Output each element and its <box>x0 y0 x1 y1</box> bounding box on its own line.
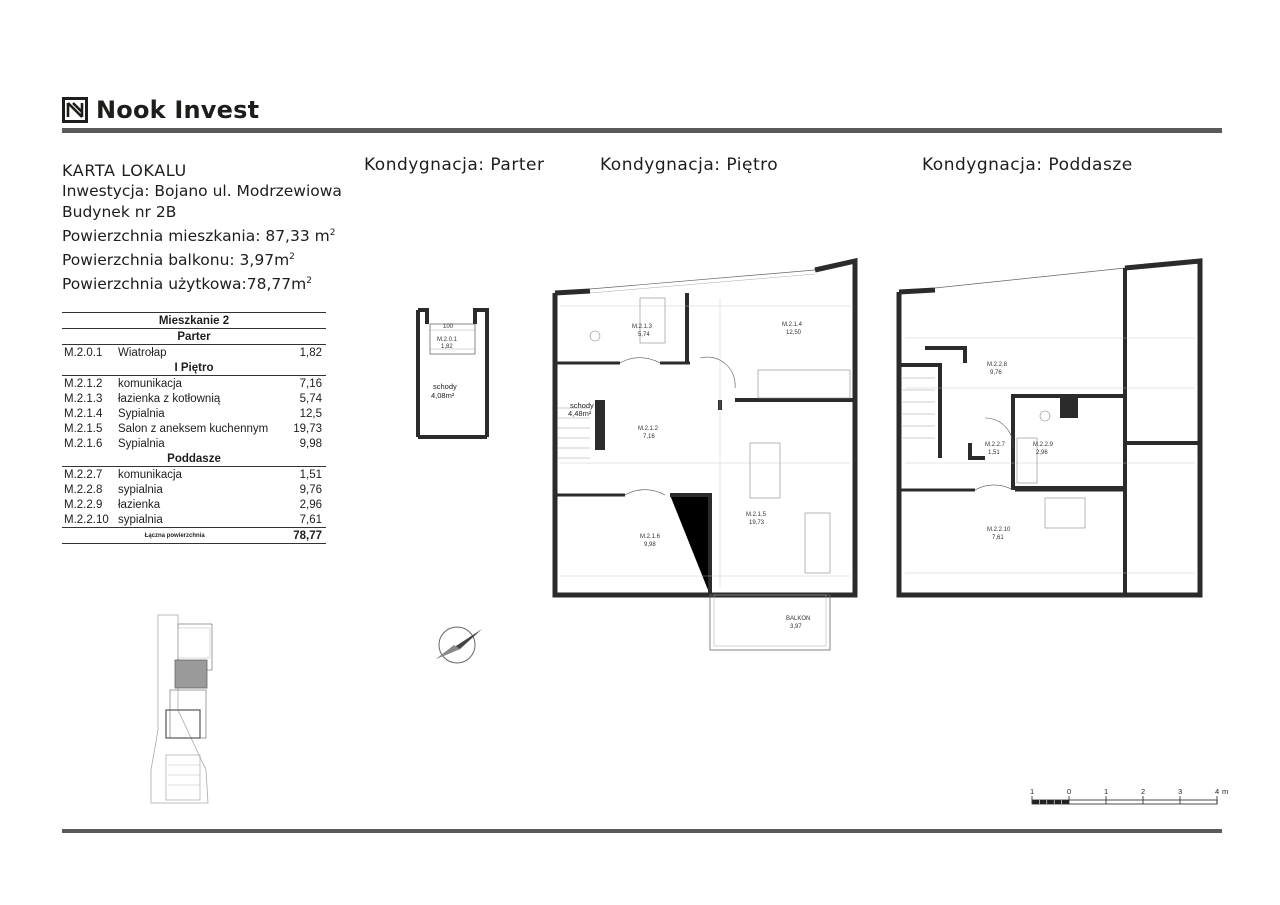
table-row <box>62 345 326 361</box>
plan-pietro <box>550 258 860 653</box>
pietro-room-code-3: M.2.1.5 <box>746 512 767 518</box>
investment-line: Inwestycja: Bojano ul. Modrzewiowa <box>62 182 342 200</box>
pietro-room-code-2: M.2.1.2 <box>638 426 659 432</box>
poddasze-room-area-1: 1,51 <box>988 450 1000 456</box>
poddasze-room-area-2: 2,96 <box>1036 450 1048 456</box>
room-area: 2,96 <box>299 498 322 511</box>
room-area: 9,76 <box>299 483 322 496</box>
building-line: Budynek nr 2B <box>62 203 177 221</box>
pietro-room-code-1: M.2.1.4 <box>782 322 803 328</box>
nook-logo-icon <box>62 97 88 123</box>
parter-room-area: 1,82 <box>441 344 453 350</box>
parter-stairs-area: 4,08m² <box>431 391 455 400</box>
unit-info <box>62 160 342 295</box>
table-section-name: Poddasze <box>62 451 326 467</box>
header-rule <box>62 128 1222 133</box>
pietro-room-area-2: 7,16 <box>643 434 655 440</box>
total-value: 78,77 <box>287 528 326 544</box>
poddasze-room-code-1: M.2.2.7 <box>985 442 1006 448</box>
table-total-row <box>62 528 326 544</box>
scale-tick-label: 2 <box>1141 787 1146 796</box>
table-row <box>62 421 326 436</box>
table-row <box>62 406 326 421</box>
pietro-room-code-4: M.2.1.6 <box>640 534 661 540</box>
table-row <box>62 497 326 512</box>
scale-tick-label: 4 <box>1215 787 1220 796</box>
scale-tick-label: 0 <box>1067 787 1072 796</box>
brand-logo <box>62 96 259 124</box>
room-code: M.2.1.5 <box>64 422 103 435</box>
pietro-room-area-0: 5,74 <box>638 332 650 338</box>
site-plan <box>148 610 220 805</box>
parter-dim-label: 100 <box>443 324 454 330</box>
poddasze-room-code-0: M.2.2.8 <box>987 362 1008 368</box>
room-name: łazienka <box>118 498 161 511</box>
table-row <box>62 467 326 483</box>
rooms-table <box>62 312 326 544</box>
table-row <box>62 512 326 528</box>
room-code: M.2.2.9 <box>64 498 103 511</box>
room-code: M.2.1.4 <box>64 407 103 420</box>
room-code: M.2.1.2 <box>64 377 103 390</box>
pietro-stairs-label: schody <box>570 401 594 410</box>
room-name: Salon z aneksem kuchennym <box>118 422 269 435</box>
room-name: łazienka z kotłownią <box>118 392 221 405</box>
pietro-room-code-0: M.2.1.3 <box>632 324 653 330</box>
floor-heading-pietro: Kondygnacja: Piętro <box>600 155 779 175</box>
parter-stairs-label: schody <box>433 382 457 391</box>
usable-area-line: Powierzchnia $użytkowa:78,77m^2$ <box>62 275 312 294</box>
room-area: 7,61 <box>299 513 322 526</box>
scale-bar-segment <box>1032 800 1069 804</box>
room-code: M.2.2.10 <box>64 513 109 526</box>
table-row <box>62 376 326 392</box>
pietro-room-area-3: 19,73 <box>749 520 765 526</box>
plan-parter <box>415 304 490 439</box>
scale-bar <box>1026 785 1236 810</box>
balcony-area-line: Powierzchnia balkonu: $3,97m^2$ <box>62 251 295 270</box>
scale-tick-label: 3 <box>1178 787 1183 796</box>
scale-tick-label: 1 <box>1104 787 1109 796</box>
card-title: KARTA LOKALU <box>62 161 187 180</box>
poddasze-room-area-3: 7,61 <box>992 535 1004 541</box>
room-code: M.2.1.3 <box>64 392 103 405</box>
room-name: komunikacja <box>118 377 182 390</box>
balcony-label: BALKON <box>786 616 811 622</box>
table-section-name: I Piętro <box>62 360 326 376</box>
balcony-area: 3,97 <box>790 624 802 630</box>
room-area: 1,82 <box>299 346 322 359</box>
poddasze-room-area-0: 9,76 <box>990 370 1002 376</box>
compass-icon <box>432 623 487 668</box>
room-name: Sypialnia <box>118 407 165 420</box>
table-row <box>62 391 326 406</box>
room-area: 12,5 <box>299 407 322 420</box>
living-area-line: Powierzchnia mieszkania: 87,33 $m^2$ <box>62 227 336 246</box>
room-name: sypialnia <box>118 513 163 526</box>
room-name: Sypialnia <box>118 437 165 450</box>
table-row <box>62 482 326 497</box>
scale-unit: m <box>1222 787 1229 796</box>
room-area: 5,74 <box>299 392 322 405</box>
room-area: 19,73 <box>293 422 322 435</box>
room-name: komunikacja <box>118 468 182 481</box>
floor-heading-parter: Kondygnacja: Parter <box>364 155 545 175</box>
table-section-name: Parter <box>62 329 326 345</box>
table-section-row <box>62 360 326 376</box>
pietro-room-area-4: 9,98 <box>644 542 656 548</box>
room-code: M.2.2.8 <box>64 483 103 496</box>
room-code: M.2.0.1 <box>64 346 103 359</box>
pietro-stairs-area: 4,48m² <box>568 409 592 418</box>
room-code: M.2.1.6 <box>64 437 103 450</box>
plan-poddasze <box>895 258 1205 603</box>
table-title: Mieszkanie 2 <box>62 313 326 329</box>
room-area: 1,51 <box>299 468 322 481</box>
table-section-row <box>62 451 326 467</box>
room-name: sypialnia <box>118 483 163 496</box>
room-area: 7,16 <box>299 377 322 390</box>
footer-rule <box>62 829 1222 833</box>
table-title-row <box>62 313 326 329</box>
pietro-room-area-1: 12,50 <box>786 330 802 336</box>
table-row <box>62 436 326 451</box>
room-code: M.2.2.7 <box>64 468 103 481</box>
scale-tick-label: 1 <box>1030 787 1035 796</box>
poddasze-room-code-2: M.2.2.9 <box>1033 442 1054 448</box>
floor-heading-poddasze: Kondygnacja: Poddasze <box>922 155 1133 175</box>
room-area: 9,98 <box>299 437 322 450</box>
total-label: Łączna powierzchnia <box>62 528 287 544</box>
table-section-row <box>62 329 326 345</box>
parter-room-code: M.2.0.1 <box>437 337 458 343</box>
poddasze-room-code-3: M.2.2.10 <box>987 527 1011 533</box>
brand-name: Nook Invest <box>96 96 260 124</box>
room-name: Wiatrołap <box>118 346 167 359</box>
